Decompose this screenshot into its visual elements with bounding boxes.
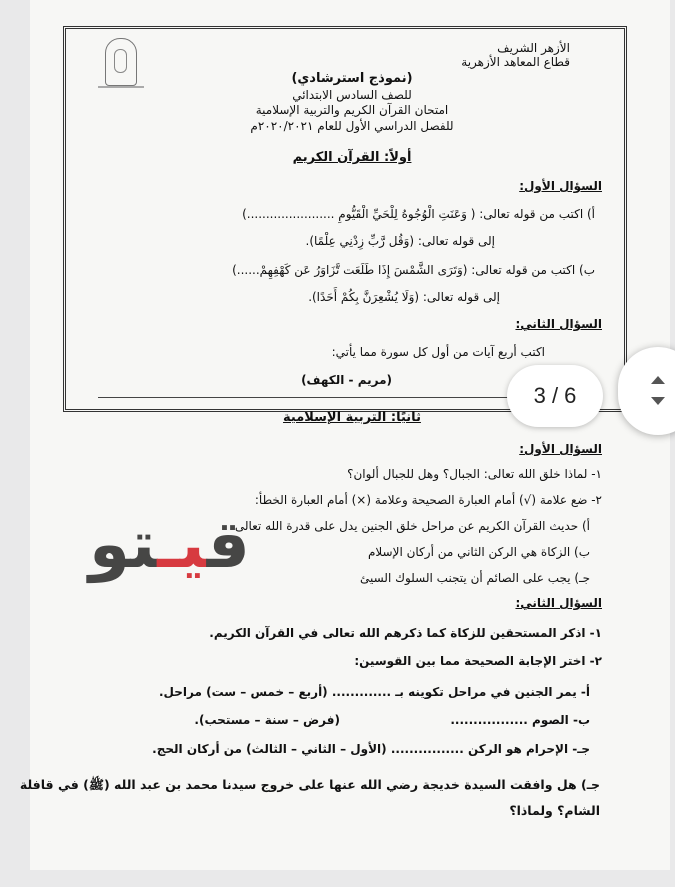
term-line: للفصل الدراسي الأول للعام ٢٠٢٠/٢٠٢١م [250, 119, 454, 133]
s2-q1-title: السؤال الأول: [519, 442, 602, 456]
s2-q1-2c: جـ) يجب على الصائم أن يتجنب السلوك السيئ [359, 571, 590, 585]
s2-q1-2a: أ) حديث القرآن الكريم عن مراحل خلق الجنين يدل على قدرة الله تعالى [234, 519, 590, 533]
s2-q1-2: ٢- ضع علامة (√) أمام العبارة الصحيحة وعلامة (×) أمام العبارة الخطأ: [254, 493, 602, 507]
chevron-up-icon[interactable] [651, 376, 665, 384]
grade-line: للصف السادس الابتدائي [292, 88, 412, 102]
s2-q2-2b-label: ب- الصوم ................. [450, 713, 590, 727]
site-watermark: قيـتو [88, 506, 250, 583]
s1-q1-b: ب) اكتب من قوله تعالى: (وَتَرَى الشَّمْسَ إِذَا طَلَعَت تَّزَاوَرُ عَن كَهْفِهِمْ......) [232, 263, 595, 277]
s2-q2-2: ٢- اختر الإجابة الصحيحة مما بين القوسين: [354, 654, 602, 668]
s2-q1-2b: ب) الزكاة هي الركن الثاني من أركان الإسلام [367, 545, 590, 559]
s1-q1-a: أ) اكتب من قوله تعالى: ( وَعَنَتِ الْوُجُوهُ لِلْحَيِّ الْقَيُّومِ .......................) [242, 207, 595, 221]
s2-q2-1: ١- اذكر المستحقين للزكاة كما ذكرهم الله تعالى في القرآن الكريم. [209, 626, 602, 640]
s1-q1-title: السؤال الأول: [519, 179, 602, 193]
s1-q1-a-end: إلى قوله تعالى: (وَقُل رَّبِّ زِدْنِي عِلْمًا). [305, 234, 495, 248]
s2-q2-2c: جـ- الإحرام هو الركن ................ (الأول – الثاني – الثالث) من أركان الحج. [152, 742, 590, 756]
model-title: (نموذج استرشادي) [291, 71, 413, 86]
s1-q2-text: اكتب أربع آيات من أول كل سورة مما يأتي: [331, 345, 545, 359]
s2-q3-line1: جـ) هل وافقت السيدة خديجة رضي الله عنها على خروج سيدنا محمد بن عبد الله (ﷺ) في قافلة [19, 777, 600, 792]
org-line-1: الأزهر الشريف [497, 41, 570, 55]
section2-title: ثانيًا: التربية الإسلامية [283, 410, 421, 425]
org-line-2: قطاع المعاهد الأزهرية [461, 55, 570, 69]
s1-q2-surahs: (مريم - الكهف) [301, 373, 392, 387]
section-divider [98, 397, 508, 398]
s2-q2-2b-choices: (فرض – سنة – مستحب). [194, 713, 340, 727]
chevron-down-icon[interactable] [651, 397, 665, 405]
page-indicator: 3 / 6 [507, 365, 603, 427]
s2-q2-title: السؤال الثاني: [515, 596, 602, 610]
s2-q3-line2: الشام؟ ولماذا؟ [509, 803, 600, 818]
s1-q1-b-end: إلى قوله تعالى: (وَلَا يُشْعِرَنَّ بِكُمْ أَحَدًا). [308, 290, 500, 304]
azhar-emblem-icon [105, 38, 137, 86]
section1-title: أولاً: القرآن الكريم [292, 150, 412, 165]
s2-q2-2a: أ- يمر الجنين في مراحل تكوينه بـ ............. (أربع – خمس – ست) مراحل. [159, 685, 590, 699]
s1-q2-title: السؤال الثاني: [515, 317, 602, 331]
exam-line: امتحان القرآن الكريم والتربية الإسلامية [255, 103, 449, 117]
emblem-caption [98, 86, 144, 88]
s2-q1-1: ١- لماذا خلق الله تعالى: الجبال؟ وهل للجبال ألوان؟ [347, 467, 602, 481]
